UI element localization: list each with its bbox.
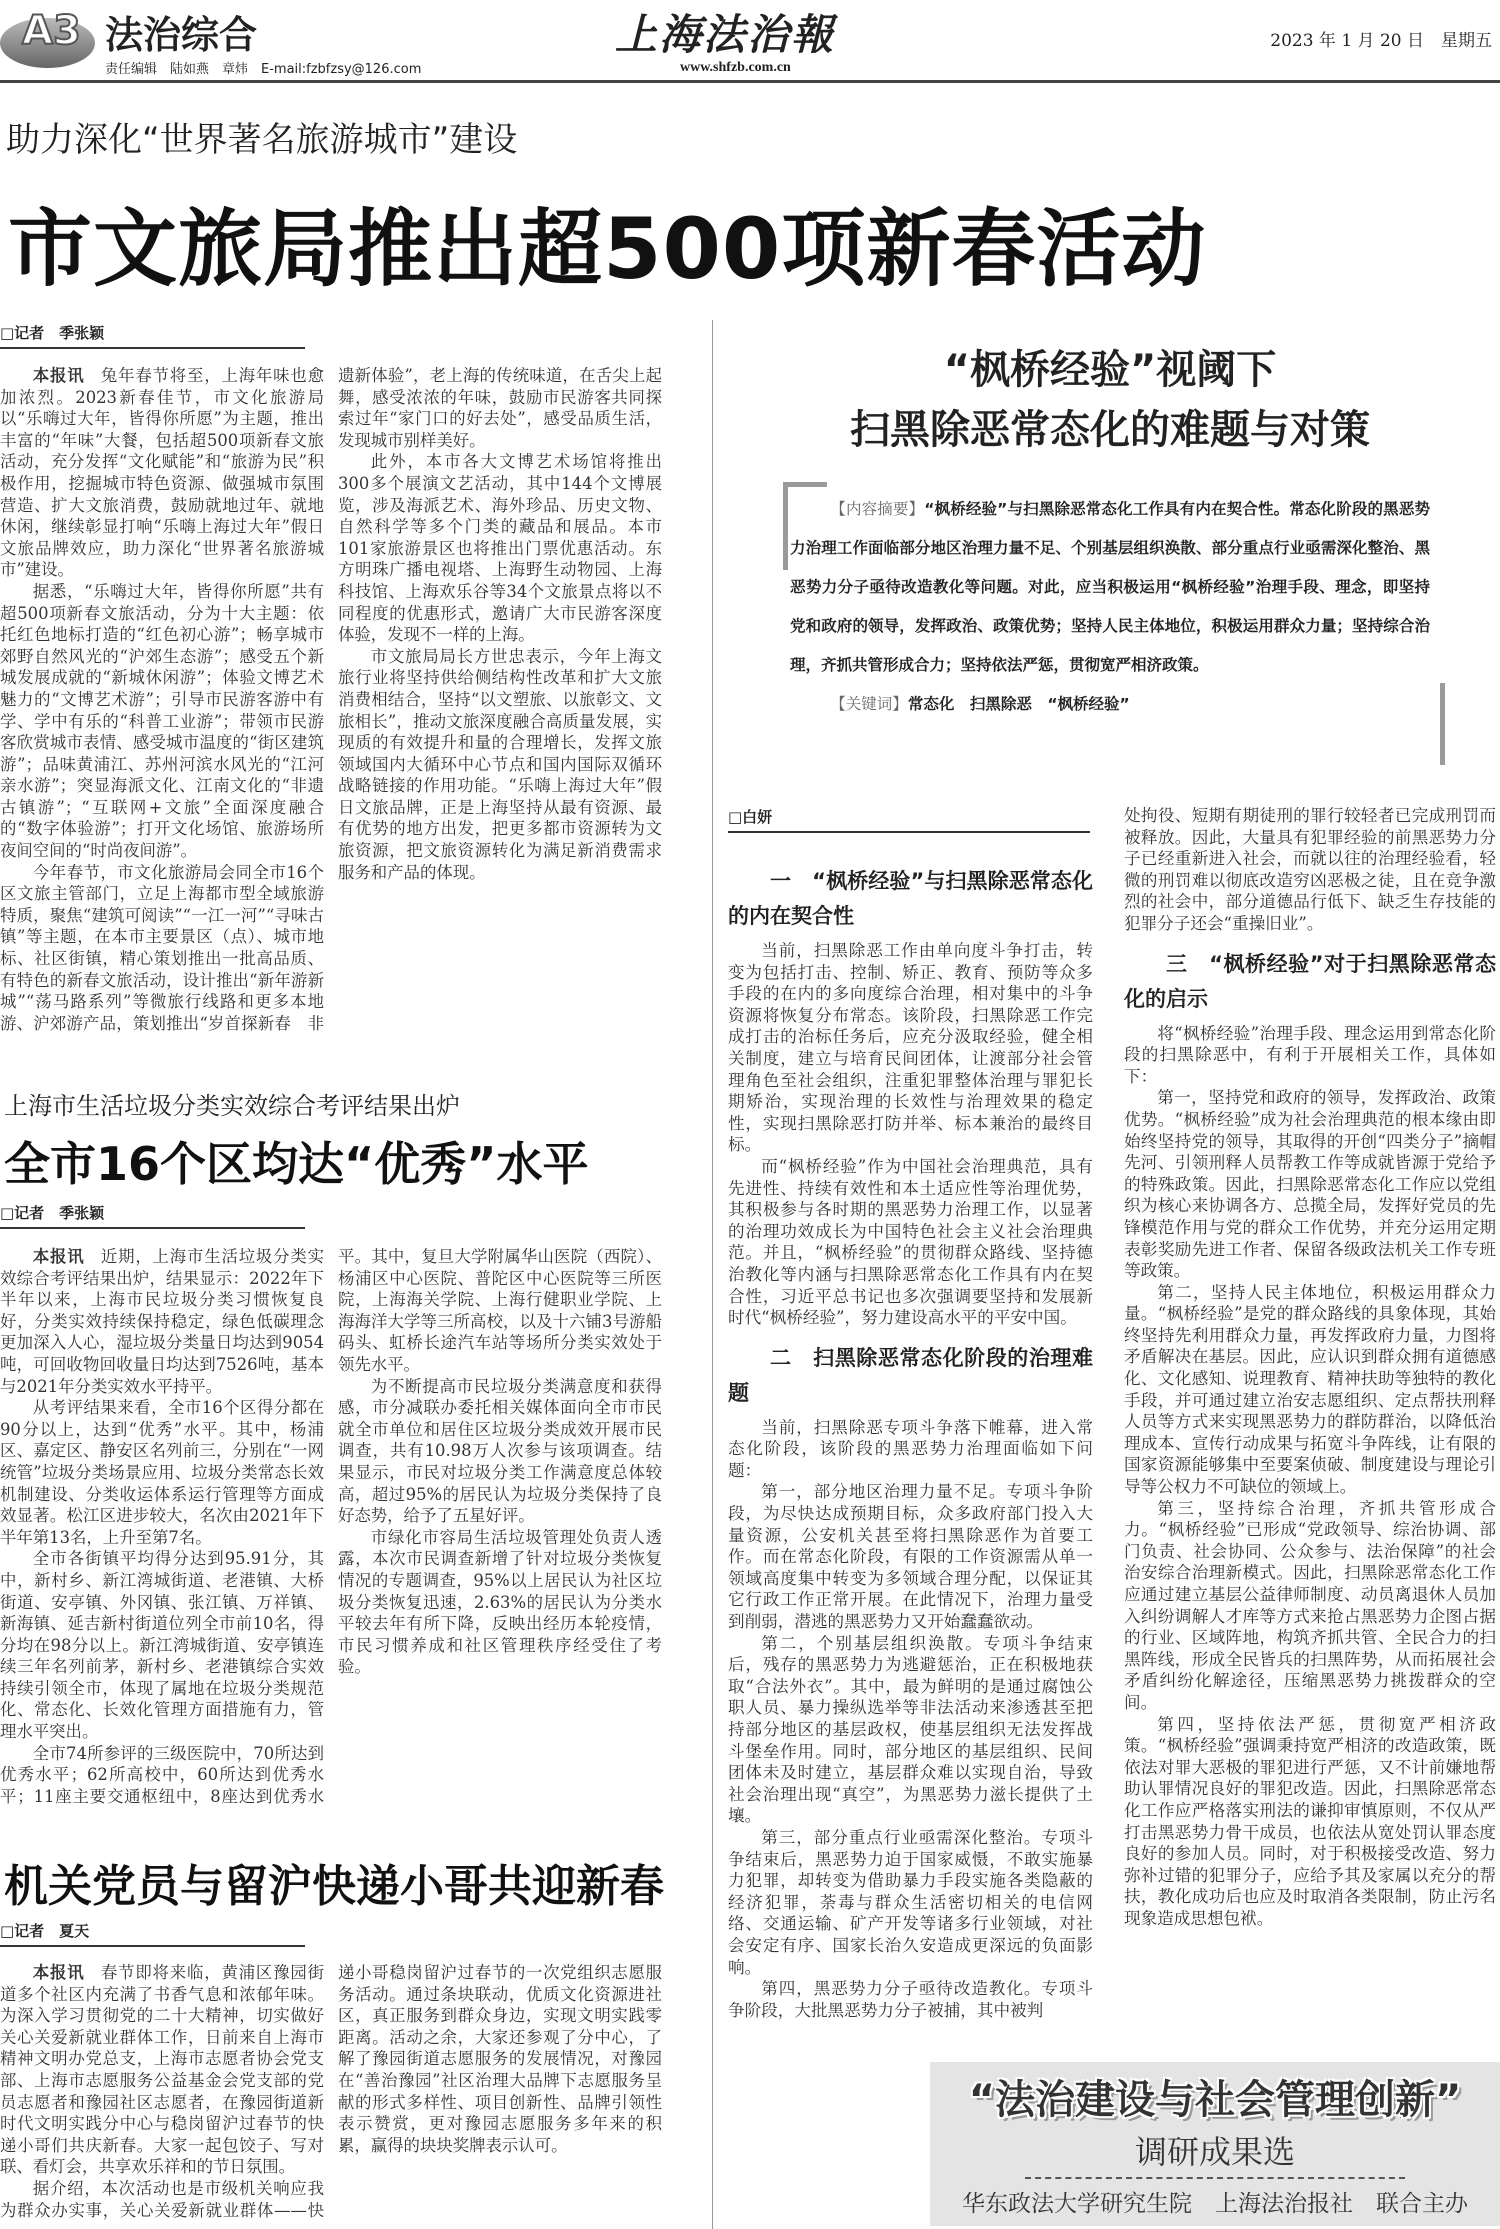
paragraph: 第二，个别基层组织涣散。专项斗争结束后，残存的黑恶势力为逃避惩治，正在积极地获取“合法外衣”。其中，最为鲜明的是通过腐蚀公职人员、暴力操纵选举等非法活动来渗透甚至把持部分地区的基层政权，使基层组织无法发挥战斗堡垒作用。同时，部分地区的基层组织、民间团体未及时建立，基层群众难以实现自治，导致社会治理出现“真空”，为黑恶势力滋长提供了土壤。 xyxy=(728,1633,1093,1826)
article4-column-1 xyxy=(728,852,1093,2229)
paragraph: 为不断提高市民垃圾分类满意度和获得感，市分减联办委托相关媒体面向全市市民就全市单位和居住区垃圾分类成效开展市民调查，共有10.98万人次参与该项调查。结果显示，市民对垃圾分类工作满意度总体较高，超过95%的居民认为垃圾分类保持了良好态势，给予了五星好评。 xyxy=(338,1376,662,1526)
paragraph: 第一，部分地区治理力量不足。专项斗争阶段，为尽快达成预期目标，众多政府部门投入大量资源，公安机关甚至将扫黑除恶作为首要工作。而在常态化阶段，有限的工作资源需从单一领域高度集中转变为多领域合理分配，以保证其它行政工作正常开展。在此情况下，治理力量受到削弱，潜逃的黑恶势力又开始蠢蠢欲动。 xyxy=(728,1482,1093,1632)
article3-headline: 机关党员与留沪快递小哥共迎新春 xyxy=(4,1861,664,1912)
article1-body xyxy=(0,365,662,1037)
abstract-bracket-top xyxy=(783,482,827,487)
article1-byline: □记者 季张颖 xyxy=(0,322,305,349)
series-title: “法治建设与社会管理创新” xyxy=(968,2077,1462,2123)
keywords-value: 常态化 扫黑除恶 “枫桥经验” xyxy=(907,695,1130,713)
paragraph: 全市74所参评的三级医院中，70所达到优秀水平；62所高校中，60所达到优秀水平；11座主要交通枢纽中，8座达到优秀水平。其中，复旦大学附属华山医院（西院）、杨浦区中心医院、普陀区中心医院等三所医院，上海海关学院、上海行健职业学院、上海海洋大学等三所高校，以及十六铺3号游船码头、虹桥长途汽车站等场所分类实效处于领先水平。 xyxy=(0,1247,662,1806)
header-divider xyxy=(0,80,1500,83)
paragraph: 市文旅局局长方世忠表示，今年上海文旅行业将坚持供给侧结构性改革和扩大文旅消费相结合，坚持“以文塑旅、以旅彰文、文旅相长”，推动文旅深度融合高质量发展，实现质的有效提升和量的合理增长，发挥文旅领域国内大循环中心节点和国内国际双循环战略链接的作用功能。“乐嗨上海过大年”假日文旅品牌，正是上海坚持从最有资源、最有优势的地方出发，把更多都市资源转为文旅资源，把文旅资源转化为满足新消费需求服务和产品的体现。 xyxy=(338,646,662,882)
paragraph: 今年春节，市文化旅游局会同全市16个区文旅主管部门，立足上海都市型全域旅游特质，聚焦“建筑可阅读”“一江一河”“寻味古镇”等主题，在本市主要景区（点）、城市地标、社区街镇，精心策划推出一批高品质、有特色的新春文旅活动，设计推出“新年游新城”“荡马路系列”等微旅行线路和更多本地游、沪郊游产品，策划推出“岁首探新春 非遗新体验”，老上海的传统味道，在舌尖上起舞，感受浓浓的年味，鼓励市民游客共同探索过年“家门口的好去处”，感受品质生活，发现城市别样美好。 xyxy=(0,366,662,1033)
abstract-bracket-left xyxy=(783,482,788,570)
newspaper-masthead-logo: 上海法治報 xyxy=(615,10,836,59)
paragraph: 第三，部分重点行业亟需深化整治。专项斗争结束后，黑恶势力迫于国家威慑，不敢实施暴力犯罪，却转变为借助暴力手段实施各类隐蔽的经济犯罪，荼毒与群众生活密切相关的电信网络、交通运输、矿产开发等诸多行业领域，对社会安定有序、国家长治久安造成更深远的负面影响。 xyxy=(728,1827,1093,1977)
paragraph: 当前，扫黑除恶工作由单向度斗争打击，转变为包括打击、控制、矫正、教育、预防等众多手段的在内的多向度综合治理，相对集中的斗争资源将恢复分布常态。该阶段，扫黑除恶工作完成打击的治标任务后，应充分汲取经验，健全相关制度，建立与培育民间团体，让渡部分社会管理角色至社会组织，注重犯罪整体治理与罪犯长期矫治，实现治理的长效性与治理效果的稳定性，实现扫黑除恶打防并举、标本兼治的最终目标。 xyxy=(728,941,1093,1155)
article2-kicker: 上海市生活垃圾分类实效综合考评结果出炉 xyxy=(4,1092,460,1120)
article4-byline: □白妍 xyxy=(728,806,1090,833)
section-heading-2: 二 扫黑除恶常态化阶段的治理难题 xyxy=(728,1345,1093,1405)
paragraph: 据介绍，本次活动也是市级机关响应我为群众办实事，关心关爱新就业群体——快递小哥稳岗留沪过春节的一次党组织志愿服务活动。通过条块联动，优质文化资源进社区，真正服务到群众身边，实现文明实践零距离。活动之余，大家还参观了分中心，了解了豫园街道志愿服务的发展情况，对豫园在“善治豫园”社区治理大品牌下志愿服务呈献的形式多样性、项目创新性、品牌引领性表示赞赏，更对豫园志愿服务多年来的积累，赢得的块块奖牌表示认可。 xyxy=(0,1963,662,2220)
article4-headline-line1: “枫桥经验”视阈下 xyxy=(943,347,1277,393)
section-title: 法治综合 xyxy=(105,13,258,57)
article4-headline-line2: 扫黑除恶常态化的难题与对策 xyxy=(850,407,1370,453)
paragraph: 市绿化市容局生活垃圾管理处负责人透露，本次市民调查新增了针对垃圾分类恢复情况的专题调查，95%以上居民认为社区垃圾分类恢复迅速，2.63%的居民认为分类水平较去年有所下降，反映出经历本轮疫情，市民习惯养成和社区管理秩序经受住了考验。 xyxy=(338,1527,662,1677)
paragraph-continued: 处拘役、短期有期徒刑的罪行较轻者已完成刑罚而被释放。因此，大量具有犯罪经验的前黑恶势力分子已经重新进入社会，而就以往的治理经验看，轻微的刑罚难以彻底改造穷凶恶极之徒，且在竞争激烈的社会中，部分道德品行低下、缺乏生存技能的犯罪分子还会“重操旧业”。 xyxy=(1124,806,1496,933)
page-number-badge: A3 xyxy=(0,8,95,68)
paragraph-text: 兔年春节将至，上海年味也愈加浓烈。2023新春佳节，市文化旅游局以“乐嗨过大年，皆得你所愿”为主题，推出丰富的“年味”大餐，包括超500项新春文旅活动，充分发挥“文化赋能”和“旅游为民”积极作用，挖掘城市特色资源、做强城市氛围营造、扩大文旅消费，鼓励就地过年、就地休闲，继续彰显打响“乐嗨上海过大年”假日文旅品牌效应，助力深化“世界著名旅游城市”建设。 xyxy=(0,366,325,580)
article3-byline: □记者 夏天 xyxy=(0,1920,305,1947)
abstract-body: “枫桥经验”与扫黑除恶常态化工作具有内在契合性。常态化阶段的黑恶势力治理工作面临部分地区治理力量不足、个别基层组织涣散、部分重点行业亟需深化整治、黑恶势力分子亟待改造教化等问题。对此，应当积极运用“枫桥经验”治理手段、理念，即坚持党和政府的领导，发挥政治、政策优势；坚持人民主体地位，积极运用群众力量；坚持综合治理，齐抓共管形成合力；坚持依法严惩，贯彻宽严相济政策。 xyxy=(790,500,1430,674)
paragraph: 第三，坚持综合治理，齐抓共管形成合力。“枫桥经验”已形成“党政领导、综治协调、部门负责、社会协同、公众参与、法治保障”的社会治安综合治理新模式。因此，扫黑除恶常态化工作应通过建立基层公益律师制度、动员离退休人员加入纠纷调解人才库等方式来抢占黑恶势力企图占据的行业、区域阵地，构筑齐抓共管、全民合力的扫黑阵线，形成全民皆兵的扫黑阵势，从而拓展社会矛盾纠纷化解途径，压缩黑恶势力挑拨群众的空间。 xyxy=(1124,1498,1496,1712)
issue-date: 2023 年 1 月 20 日 星期五 xyxy=(1270,31,1492,51)
article3-body xyxy=(0,1962,662,2224)
section-heading-3: 三 “枫桥经验”对于扫黑除恶常态化的启示 xyxy=(1124,951,1496,1011)
article2-headline: 全市16个区均达“优秀”水平 xyxy=(4,1137,589,1191)
abstract-label: 【内容摘要】 xyxy=(830,500,925,518)
editor-line: 责任编辑 陆如燕 章炜 E-mail:fzbfzsy@126.com xyxy=(105,62,422,77)
article2-byline: □记者 季张颖 xyxy=(0,1202,305,1229)
paragraph: 第四，坚持依法严惩，贯彻宽严相济政策。“枫桥经验”强调秉持宽严相济的改造政策，既依法对罪大恶极的罪犯进行严惩，又不计前嫌地帮助认罪情况良好的罪犯改造。因此，扫黑除恶常态化工作应严格落实刑法的谦抑审慎原则，不仅从严打击黑恶势力骨干成员，也依法从宽处罚认罪态度良好的参加人员。同时，对于积极接受改造、努力弥补过错的犯罪分子，应给予其及家属以充分的帮扶，教化成功后也应及时取消各类限制，防止污名现象造成思想包袱。 xyxy=(1124,1714,1496,1928)
paragraph: 从考评结果来看，全市16个区得分都在90分以上，达到“优秀”水平。其中，杨浦区、嘉定区、静安区名列前三，分别在“一网统管”垃圾分类场景应用、垃圾分类常态长效机制建设、分类收运体系运行管理等方面成效显著。松江区进步较大，名次由2021年下半年第13名，上升至第7名。 xyxy=(0,1398,324,1547)
series-subtitle: 调研成果选 xyxy=(1134,2133,1295,2171)
paragraph: 第四，黑恶势力分子亟待改造教化。专项斗争阶段，大批黑恶势力分子被捕，其中被判 xyxy=(728,1979,1093,2020)
abstract-text xyxy=(790,490,1430,685)
lead-label: 本报讯 xyxy=(32,1247,85,1266)
section-heading-1: 一 “枫桥经验”与扫黑除恶常态化的内在契合性 xyxy=(728,869,1093,928)
keywords-label: 【关键词】 xyxy=(830,695,908,713)
paragraph: 当前，扫黑除恶专项斗争落下帷幕，进入常态化阶段，该阶段的黑恶势力治理面临如下问题： xyxy=(728,1417,1093,1480)
dashed-divider xyxy=(1025,2177,1405,2179)
paragraph: 此外，本市各大文博艺术场馆将推出300多个展演文艺活动，其中144个文博展览，涉及海派艺术、海外珍品、历史文物、自然科学等多个门类的藏品和展品。本市101家旅游景区也将推出门票优惠活动。东方明珠广播电视塔、上海野生动物园、上海科技馆、上海欢乐谷等34个文旅景点将以不同程度的优惠形式，邀请广大市民游客深度体验，发现不一样的上海。 xyxy=(338,452,662,645)
paragraph: 据悉，“乐嗨过大年，皆得你所愿”共有超500项新春文旅活动，分为十大主题：依托红色地标打造的“红色初心游”；畅享城市郊野自然风光的“沪郊生态游”；感受五个新城发展成就的“新城休闲游”；体验文博艺术魅力的“文博艺术游”；引导市民游客游中有学、学中有乐的“科普工业游”；带领市民游客欣赏城市表情、感受城市温度的“街区建筑游”；品味黄浦江、苏州河滨水风光的“江河亲水游”；突显海派文化、江南文化的“非遗古镇游”；“互联网+文旅”全面深度融合的“数字体验游”；打开文化场馆、旅游场所夜间空间的“时尚夜间游”。 xyxy=(0,581,324,861)
paragraph: 将“枫桥经验”治理手段、理念运用到常态化阶段的扫黑除恶中，有利于开展相关工作，具体如下： xyxy=(1124,1023,1496,1086)
paragraph-text: 近期，上海市生活垃圾分类实效综合考评结果出炉，结果显示：2022年下半年以来，上海市民垃圾分类习惯恢复良好，分类实效持续保持稳定，绿色低碳理念更加深入人心，湿垃圾分类量日均达到9054吨，可回收物回收量日均达到7526吨，基本与2021年分类实效水平持平。 xyxy=(0,1247,325,1396)
paragraph xyxy=(0,1962,324,2178)
article1-kicker: 助力深化“世界著名旅游城市”建设 xyxy=(6,120,518,160)
article2-body xyxy=(0,1246,662,1820)
article1-headline: 市文旅局推出超500项新春活动 xyxy=(8,200,1207,298)
paragraph: 而“枫桥经验”作为中国社会治理典范，具有先进性、持续有效性和本土适应性等治理优势，其积极参与各时期的黑恶势力治理工作，以显著的治理功效成长为中国特色社会主义社会治理典范。并且，“枫桥经验”的贯彻群众路线、坚持德治教化等内涵与扫黑除恶常态化工作具有内在契合性，习近平总书记也多次强调要坚持和发展新时代“枫桥经验”，努力建设高水平的平安中国。 xyxy=(728,1156,1093,1328)
series-organizers: 华东政法大学研究生院 上海法治报社 联合主办 xyxy=(962,2191,1468,2217)
lead-label: 本报讯 xyxy=(32,1963,85,1982)
article4-column-2 xyxy=(1124,805,1496,1930)
article4-abstract xyxy=(790,490,1430,724)
keywords xyxy=(790,685,1430,724)
column-divider xyxy=(712,320,713,2229)
abstract-bracket-right xyxy=(1440,683,1445,765)
paragraph-text: 春节即将来临，黄浦区豫园街道多个社区内充满了书香气息和浓郁年味。为深入学习贯彻党的二十大精神，切实做好关心关爱新就业群体工作，日前来自上海市精神文明办党总支，上海市志愿者协会党支部、上海市志愿服务公益基金会党支部的党员志愿者和豫园社区志愿者，在豫园街道新时代文明实践分中心与稳岗留沪过春节的快递小哥们共庆新春。大家一起包饺子、写对联、看灯会，共享欢乐祥和的节日氛围。 xyxy=(0,1963,325,2177)
website-url[interactable]: www.shfzb.com.cn xyxy=(680,60,791,75)
research-series-box xyxy=(930,2062,1500,2226)
paragraph: 全市各街镇平均得分达到95.91分，其中，新村乡、新江湾城街道、老港镇、大桥街道、安亭镇、外冈镇、张江镇、万祥镇、新海镇、延吉新村街道位列全市前10名，得分均在98分以上。新江湾城街道、安亭镇连续三年名列前茅，新村乡、老港镇综合实效持续引领全市，体现了属地在垃圾分类规范化、常态化、长效化管理方面措施有力，管理水平突出。 xyxy=(0,1549,324,1742)
paragraph: 第二，坚持人民主体地位，积极运用群众力量。“枫桥经验”是党的群众路线的具象体现，其始终坚持先利用群众力量，再发挥政府力量，力图将矛盾解决在基层。因此，应认识到群众拥有道德感化、文化感知、说理教育、精神扶助等独特的教化手段，并可通过建立治安志愿组织、定点帮扶刑释人员等方式来实现黑恶势力的群防群治，以降低治理成本、宣传行动成果与拓宽斗争阵线，让有限的国家资源能够集中至要案侦破、制度建设与理论引导等公权力不可缺位的领域上。 xyxy=(1124,1282,1496,1497)
paragraph: 第一，坚持党和政府的领导，发挥政治、政策优势。“枫桥经验”成为社会治理典范的根本缘由即始终坚持党的领导，其取得的开创“四类分子”摘帽先河、引领刑释人员帮教工作等成就皆源于党给予的特殊政策。因此，扫黑除恶常态化工作应以党组织为核心来协调各方、总揽全局，发挥好党员的先锋模范作用与党的群众工作优势，并充分运用定期表彰奖励先进工作者、保留各级政法机关工作专班等政策。 xyxy=(1124,1088,1496,1281)
paragraph xyxy=(0,365,324,581)
lead-label: 本报讯 xyxy=(32,366,85,385)
paragraph xyxy=(0,1246,324,1397)
